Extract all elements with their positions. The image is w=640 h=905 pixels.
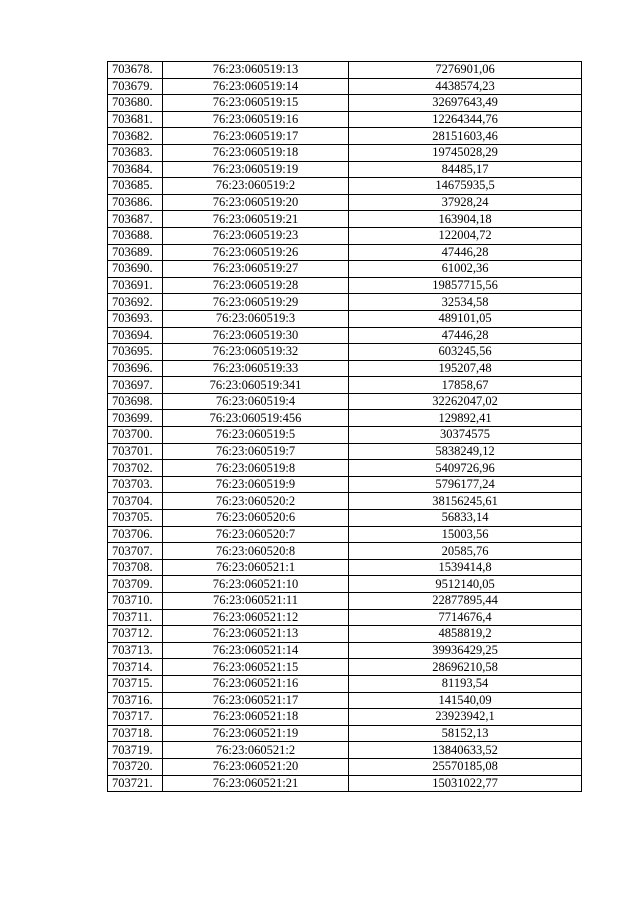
- table-row: [108, 692, 582, 709]
- table-row: [108, 609, 582, 626]
- cadastral-value-cell: 195207,48: [349, 360, 582, 377]
- cadastral-value-table: [107, 61, 582, 792]
- row-number-cell: 703695.: [108, 344, 163, 361]
- row-number-cell: 703699.: [108, 410, 163, 427]
- cadastral-value-cell: 141540,09: [349, 692, 582, 709]
- row-number-cell: 703700.: [108, 427, 163, 444]
- row-number-cell: 703689.: [108, 244, 163, 261]
- row-number-cell: 703713.: [108, 642, 163, 659]
- cadastral-number-cell: 76:23:060521:13: [163, 626, 349, 643]
- cadastral-value-cell: 129892,41: [349, 410, 582, 427]
- table-row: [108, 294, 582, 311]
- row-number-cell: 703692.: [108, 294, 163, 311]
- cadastral-value-cell: 7714676,4: [349, 609, 582, 626]
- cadastral-value-cell: 15003,56: [349, 526, 582, 543]
- table-row: [108, 476, 582, 493]
- cadastral-value-cell: 28151603,46: [349, 128, 582, 145]
- table-row: [108, 410, 582, 427]
- table-row: [108, 626, 582, 643]
- table-row: [108, 95, 582, 112]
- table-row: [108, 543, 582, 560]
- cadastral-value-cell: 28696210,58: [349, 659, 582, 676]
- table-row: [108, 178, 582, 195]
- cadastral-value-cell: 23923942,1: [349, 709, 582, 726]
- cadastral-number-cell: 76:23:060519:8: [163, 460, 349, 477]
- cadastral-number-cell: 76:23:060519:7: [163, 443, 349, 460]
- cadastral-value-cell: 20585,76: [349, 543, 582, 560]
- cadastral-number-cell: 76:23:060519:20: [163, 194, 349, 211]
- table-row: [108, 161, 582, 178]
- cadastral-number-cell: 76:23:060519:19: [163, 161, 349, 178]
- cadastral-value-cell: 7276901,06: [349, 62, 582, 79]
- table-row: [108, 725, 582, 742]
- row-number-cell: 703707.: [108, 543, 163, 560]
- table-row: [108, 642, 582, 659]
- table-row: [108, 194, 582, 211]
- row-number-cell: 703718.: [108, 725, 163, 742]
- cadastral-number-cell: 76:23:060519:456: [163, 410, 349, 427]
- row-number-cell: 703678.: [108, 62, 163, 79]
- table-row: [108, 593, 582, 610]
- cadastral-number-cell: 76:23:060521:19: [163, 725, 349, 742]
- row-number-cell: 703687.: [108, 211, 163, 228]
- row-number-cell: 703679.: [108, 78, 163, 95]
- row-number-cell: 703721.: [108, 775, 163, 792]
- cadastral-number-cell: 76:23:060521:15: [163, 659, 349, 676]
- cadastral-value-cell: 163904,18: [349, 211, 582, 228]
- row-number-cell: 703690.: [108, 261, 163, 278]
- cadastral-value-cell: 22877895,44: [349, 593, 582, 610]
- table-row: [108, 393, 582, 410]
- row-number-cell: 703681.: [108, 111, 163, 128]
- cadastral-number-cell: 76:23:060520:2: [163, 493, 349, 510]
- cadastral-number-cell: 76:23:060521:18: [163, 709, 349, 726]
- cadastral-value-cell: 9512140,05: [349, 576, 582, 593]
- cadastral-value-cell: 489101,05: [349, 310, 582, 327]
- cadastral-number-cell: 76:23:060520:8: [163, 543, 349, 560]
- table-row: [108, 775, 582, 792]
- cadastral-value-cell: 37928,24: [349, 194, 582, 211]
- cadastral-number-cell: 76:23:060519:30: [163, 327, 349, 344]
- cadastral-value-cell: 61002,36: [349, 261, 582, 278]
- table-row: [108, 327, 582, 344]
- cadastral-number-cell: 76:23:060520:6: [163, 510, 349, 527]
- cadastral-value-cell: 5838249,12: [349, 443, 582, 460]
- cadastral-value-cell: 32697643,49: [349, 95, 582, 112]
- cadastral-number-cell: 76:23:060521:17: [163, 692, 349, 709]
- table-row: [108, 227, 582, 244]
- row-number-cell: 703683.: [108, 144, 163, 161]
- cadastral-value-cell: 47446,28: [349, 244, 582, 261]
- cadastral-value-cell: 81193,54: [349, 675, 582, 692]
- cadastral-number-cell: 76:23:060519:33: [163, 360, 349, 377]
- cadastral-number-cell: 76:23:060519:3: [163, 310, 349, 327]
- cadastral-number-cell: 76:23:060519:21: [163, 211, 349, 228]
- cadastral-value-cell: 5796177,24: [349, 476, 582, 493]
- table-row: [108, 709, 582, 726]
- row-number-cell: 703680.: [108, 95, 163, 112]
- table-row: [108, 62, 582, 79]
- row-number-cell: 703711.: [108, 609, 163, 626]
- cadastral-value-cell: 1539414,8: [349, 559, 582, 576]
- cadastral-value-cell: 122004,72: [349, 227, 582, 244]
- row-number-cell: 703706.: [108, 526, 163, 543]
- table-row: [108, 758, 582, 775]
- row-number-cell: 703704.: [108, 493, 163, 510]
- cadastral-number-cell: 76:23:060521:12: [163, 609, 349, 626]
- table-row: [108, 360, 582, 377]
- table-row: [108, 493, 582, 510]
- cadastral-number-cell: 76:23:060519:9: [163, 476, 349, 493]
- cadastral-number-cell: 76:23:060519:27: [163, 261, 349, 278]
- row-number-cell: 703684.: [108, 161, 163, 178]
- table-row: [108, 559, 582, 576]
- cadastral-value-cell: 47446,28: [349, 327, 582, 344]
- row-number-cell: 703693.: [108, 310, 163, 327]
- row-number-cell: 703701.: [108, 443, 163, 460]
- row-number-cell: 703705.: [108, 510, 163, 527]
- row-number-cell: 703688.: [108, 227, 163, 244]
- cadastral-number-cell: 76:23:060519:18: [163, 144, 349, 161]
- table-row: [108, 377, 582, 394]
- table-row: [108, 526, 582, 543]
- row-number-cell: 703717.: [108, 709, 163, 726]
- row-number-cell: 703703.: [108, 476, 163, 493]
- cadastral-value-cell: 32534,58: [349, 294, 582, 311]
- row-number-cell: 703682.: [108, 128, 163, 145]
- cadastral-number-cell: 76:23:060521:14: [163, 642, 349, 659]
- row-number-cell: 703720.: [108, 758, 163, 775]
- table-row: [108, 128, 582, 145]
- cadastral-number-cell: 76:23:060520:7: [163, 526, 349, 543]
- table-body: [108, 62, 582, 792]
- row-number-cell: 703694.: [108, 327, 163, 344]
- cadastral-number-cell: 76:23:060521:16: [163, 675, 349, 692]
- row-number-cell: 703714.: [108, 659, 163, 676]
- cadastral-value-cell: 58152,13: [349, 725, 582, 742]
- row-number-cell: 703712.: [108, 626, 163, 643]
- row-number-cell: 703686.: [108, 194, 163, 211]
- cadastral-value-cell: 38156245,61: [349, 493, 582, 510]
- cadastral-number-cell: 76:23:060519:16: [163, 111, 349, 128]
- row-number-cell: 703691.: [108, 277, 163, 294]
- cadastral-number-cell: 76:23:060521:21: [163, 775, 349, 792]
- cadastral-number-cell: 76:23:060519:23: [163, 227, 349, 244]
- cadastral-value-cell: 5409726,96: [349, 460, 582, 477]
- cadastral-number-cell: 76:23:060519:17: [163, 128, 349, 145]
- cadastral-value-cell: 84485,17: [349, 161, 582, 178]
- cadastral-value-cell: 56833,14: [349, 510, 582, 527]
- table-row: [108, 261, 582, 278]
- table-row: [108, 144, 582, 161]
- cadastral-value-cell: 12264344,76: [349, 111, 582, 128]
- cadastral-value-cell: 13840633,52: [349, 742, 582, 759]
- cadastral-number-cell: 76:23:060519:13: [163, 62, 349, 79]
- table-row: [108, 111, 582, 128]
- row-number-cell: 703696.: [108, 360, 163, 377]
- cadastral-number-cell: 76:23:060521:2: [163, 742, 349, 759]
- row-number-cell: 703719.: [108, 742, 163, 759]
- cadastral-number-cell: 76:23:060519:14: [163, 78, 349, 95]
- row-number-cell: 703716.: [108, 692, 163, 709]
- cadastral-number-cell: 76:23:060519:28: [163, 277, 349, 294]
- table-row: [108, 659, 582, 676]
- row-number-cell: 703698.: [108, 393, 163, 410]
- cadastral-number-cell: 76:23:060521:11: [163, 593, 349, 610]
- cadastral-value-cell: 17858,67: [349, 377, 582, 394]
- row-number-cell: 703708.: [108, 559, 163, 576]
- cadastral-value-cell: 4438574,23: [349, 78, 582, 95]
- table-row: [108, 211, 582, 228]
- cadastral-number-cell: 76:23:060519:341: [163, 377, 349, 394]
- cadastral-value-cell: 30374575: [349, 427, 582, 444]
- row-number-cell: 703685.: [108, 178, 163, 195]
- table-row: [108, 427, 582, 444]
- cadastral-value-cell: 15031022,77: [349, 775, 582, 792]
- cadastral-value-cell: 19745028,29: [349, 144, 582, 161]
- cadastral-number-cell: 76:23:060519:2: [163, 178, 349, 195]
- cadastral-value-cell: 14675935,5: [349, 178, 582, 195]
- table-row: [108, 576, 582, 593]
- cadastral-value-cell: 39936429,25: [349, 642, 582, 659]
- table-row: [108, 344, 582, 361]
- cadastral-number-cell: 76:23:060519:26: [163, 244, 349, 261]
- cadastral-number-cell: 76:23:060521:1: [163, 559, 349, 576]
- table-row: [108, 310, 582, 327]
- table-row: [108, 460, 582, 477]
- cadastral-number-cell: 76:23:060519:5: [163, 427, 349, 444]
- cadastral-value-cell: 25570185,08: [349, 758, 582, 775]
- table-row: [108, 675, 582, 692]
- cadastral-number-cell: 76:23:060521:10: [163, 576, 349, 593]
- cadastral-number-cell: 76:23:060521:20: [163, 758, 349, 775]
- cadastral-number-cell: 76:23:060519:15: [163, 95, 349, 112]
- table-row: [108, 78, 582, 95]
- cadastral-value-cell: 4858819,2: [349, 626, 582, 643]
- cadastral-number-cell: 76:23:060519:4: [163, 393, 349, 410]
- cadastral-number-cell: 76:23:060519:32: [163, 344, 349, 361]
- row-number-cell: 703710.: [108, 593, 163, 610]
- row-number-cell: 703709.: [108, 576, 163, 593]
- table-row: [108, 742, 582, 759]
- cadastral-value-cell: 32262047,02: [349, 393, 582, 410]
- table-row: [108, 443, 582, 460]
- row-number-cell: 703715.: [108, 675, 163, 692]
- cadastral-value-cell: 603245,56: [349, 344, 582, 361]
- row-number-cell: 703702.: [108, 460, 163, 477]
- row-number-cell: 703697.: [108, 377, 163, 394]
- cadastral-number-cell: 76:23:060519:29: [163, 294, 349, 311]
- table-row: [108, 510, 582, 527]
- table-row: [108, 244, 582, 261]
- cadastral-value-cell: 19857715,56: [349, 277, 582, 294]
- table-row: [108, 277, 582, 294]
